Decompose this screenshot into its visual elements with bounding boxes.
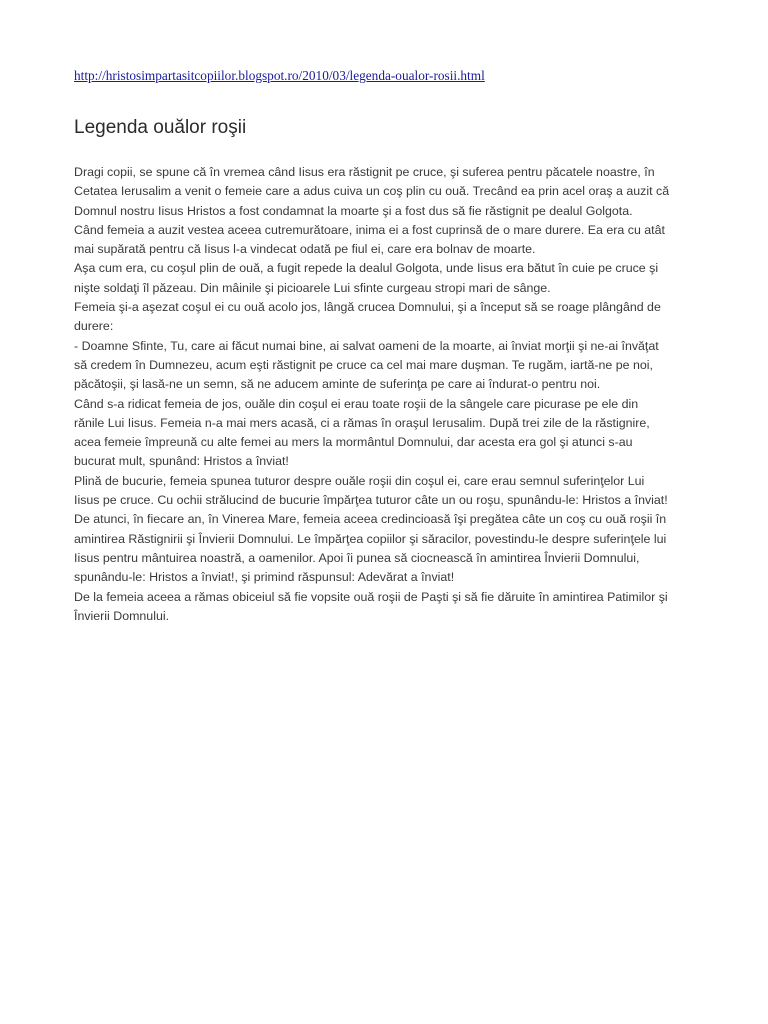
text-line: - Doamne Sfinte, Tu, care ai făcut numai bine, ai salvat oameni de la moarte, ai înviat morţii şi ne-ai învăţat — [74, 338, 659, 353]
text-line: Aşa cum era, cu coşul plin de ouă, a fugit repede la dealul Golgota, unde Iisus era bătut în cuie pe cruce şi — [74, 261, 659, 276]
text-line: rănile Lui Iisus. Femeia n-a mai mers acasă, ci a rămas în oraşul Ierusalim. După trei zile de la răstignire, — [74, 415, 650, 430]
source-url-link[interactable]: http://hristosimpartasitcopiilor.blogspot.ro/2010/03/legenda-oualor-rosii.html — [74, 68, 485, 83]
text-line: Când s-a ridicat femeia de jos, ouăle din coşul ei erau toate roşii de la sângele care picurase pe ele din — [74, 396, 639, 411]
text-line: durere: — [74, 319, 114, 334]
text-line: acea femeie împreună cu alte femei au mers la mormântul Domnului, dar acesta era gol şi atunci s-au — [74, 435, 633, 450]
text-line: Când femeia a auzit vestea aceea cutremurătoare, inima ei a fost cuprinsă de o mare durere. Ea era cu atât — [74, 222, 665, 237]
story-body — [74, 163, 700, 626]
text-line: Cetatea Ierusalim a venit o femeie care a adus cuiva un coş plin cu ouă. Trecând ea prin acel oraş a auzit că — [74, 184, 670, 199]
text-line: De la femeia aceea a rămas obiceiul să fie vopsite ouă roşii de Paşti şi să fie dăruite în amintirea Patimilor şi — [74, 589, 668, 604]
text-line: Învierii Domnului. — [74, 608, 170, 623]
text-line: Iisus pe cruce. Cu ochii strălucind de bucurie împărţea tuturor câte un ou roşu, spunându-le: Hristos a înviat! — [74, 493, 668, 508]
text-line: bucurat mult, spunând: Hristos a înviat! — [74, 454, 289, 469]
text-line: Domnul nostru Iisus Hristos a fost condamnat la moarte şi a fost dus să fie răstignit pe dealul Golgota. — [74, 203, 633, 218]
document-title: Legenda ouălor roşii — [74, 117, 247, 138]
text-line: spunându-le: Hristos a înviat!, şi primind răspunsul: Adevărat a înviat! — [74, 570, 455, 585]
text-line: să credem în Dumnezeu, acum eşti răstignit pe cruce ca cel mai mare duşman. Te rugăm, iartă-ne pe noi, — [74, 357, 653, 372]
text-line: Femeia şi-a aşezat coşul ei cu ouă acolo jos, lângă crucea Domnului, şi a început să se roage plângând de — [74, 300, 661, 315]
text-line: păcătoşii, şi lasă-ne un semn, să ne aducem aminte de suferinţa pe care ai îndurat-o pentru noi. — [74, 377, 601, 392]
text-line: amintirea Răstignirii şi Învierii Domnului. Le împărţea copiilor şi săracilor, povestindu-le despre suferinţele lui — [74, 531, 667, 546]
text-line: Iisus pentru mântuirea noastră, a oamenilor. Apoi îi punea să ciocnească în amintirea Învierii Domnului, — [74, 550, 640, 565]
text-line: nişte soldaţi îl păzeau. Din mâinile şi picioarele Lui sfinte curgeau stropi mari de sânge. — [74, 280, 551, 295]
text-line: mai supărată pentru că Iisus l-a vindecat odată pe fiul ei, care era bolnav de moarte. — [74, 242, 536, 257]
text-line: Dragi copii, se spune că în vremea când Iisus era răstignit pe cruce, şi suferea pentru păcatele noastre, în — [74, 165, 655, 179]
text-line: De atunci, în fiecare an, în Vinerea Mare, femeia aceea credincioasă îşi pregătea câte un coş cu ouă roşii în — [74, 512, 667, 527]
text-line: Plină de bucurie, femeia spunea tuturor despre ouăle roşii din coşul ei, care erau semnul suferinţelor Lui — [74, 473, 645, 488]
